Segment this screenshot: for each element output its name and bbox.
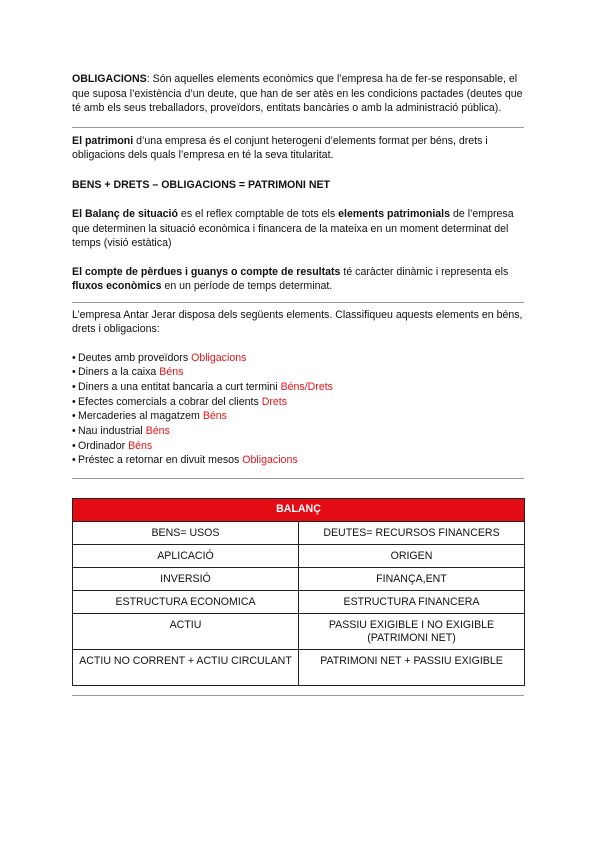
patrimoni-paragraph [72, 134, 524, 163]
bullet: • [72, 410, 76, 423]
document-body [72, 72, 524, 696]
patrimoni-text: d’una empresa és el conjunt heterogeni d’elements format per béns, drets i obligacions dels quals l’empresa en té la seva titularitat. [72, 134, 488, 161]
list-item [72, 395, 524, 410]
bullet: • [72, 439, 76, 452]
exercise-list [72, 351, 524, 469]
item-answer: Obligacions [242, 454, 298, 467]
patrimoni-term: El patrimoni [72, 134, 134, 147]
item-answer: Béns [159, 366, 184, 379]
table-row [73, 545, 525, 568]
table-cell: ORIGEN [299, 545, 525, 568]
list-item [72, 380, 524, 395]
item-answer: Obligacions [191, 351, 247, 364]
table-cell: BENS= USOS [73, 522, 299, 545]
item-answer: Béns/Drets [280, 380, 333, 393]
list-item [72, 424, 524, 439]
perdues-text-1: té caràcter dinàmic i representa els [340, 265, 509, 278]
bullet: • [72, 425, 76, 438]
item-label: Mercaderies al magatzem [78, 410, 203, 423]
divider [72, 695, 524, 696]
equation-text: BENS + DRETS – OBLIGACIONS = PATRIMONI NET [72, 178, 331, 191]
table-cell: PASSIU EXIGIBLE I NO EXIGIBLE (PATRIMONI NET) [299, 614, 525, 650]
table-header: BALANÇ [73, 499, 525, 522]
balanc-definition [72, 207, 524, 251]
table-row [73, 650, 525, 686]
perdues-bold-2: fluxos econòmics [72, 280, 162, 292]
item-answer: Béns [145, 425, 170, 438]
item-label: Diners a la caixa [78, 366, 160, 379]
item-label: Diners a una entitat bancaria a curt termini [78, 380, 281, 393]
list-item [72, 453, 524, 468]
table-cell: ESTRUCTURA FINANCERA [299, 591, 525, 614]
item-label: Préstec a retornar en divuit mesos [78, 454, 243, 467]
table-cell: APLICACIÓ [73, 545, 299, 568]
equation [72, 178, 524, 193]
perdues-term: El compte de pèrdues i guanys o compte de resultats [72, 265, 341, 278]
list-item [72, 409, 524, 424]
table-cell: DEUTES= RECURSOS FINANCERS [299, 522, 525, 545]
item-label: Nau industrial [78, 425, 146, 438]
table-cell: ACTIU NO CORRENT + ACTIU CIRCULANT [73, 650, 299, 686]
bullet: • [72, 395, 76, 408]
table-cell: INVERSIÓ [73, 568, 299, 591]
bullet: • [72, 380, 76, 393]
bullet: • [72, 454, 76, 467]
table-row [73, 614, 525, 650]
item-answer: Béns [202, 410, 227, 423]
exercise-intro: L’empresa Antar Jerar disposa dels següents elements. Classifiqueu aquests elements en béns, drets i obligacions: [72, 308, 523, 335]
perdues-text-2: en un període de temps determinat. [161, 280, 333, 292]
balanc-bold-2: elements patrimonials [338, 208, 451, 220]
balanc-table [72, 498, 525, 686]
list-item [72, 439, 524, 454]
table-header-row [73, 499, 525, 522]
table-cell: PATRIMONI NET + PASSIU EXIGIBLE [299, 650, 525, 686]
bullet: • [72, 366, 76, 379]
list-item [72, 351, 524, 366]
divider [72, 478, 524, 479]
item-label: Ordinador [78, 439, 129, 452]
table-cell: ESTRUCTURA ECONOMICA [73, 591, 299, 614]
balanc-text-2: de l’empresa que determinen la situació econòmica i financera de la mateixa en un moment determinat del temps (visió estàtica) [72, 208, 514, 249]
table-row [73, 568, 525, 591]
table-cell: ACTIU [73, 614, 299, 650]
item-answer: Béns [128, 439, 153, 452]
item-label: Deutes amb proveïdors [78, 351, 192, 364]
divider [72, 127, 524, 128]
table-row [73, 591, 525, 614]
obligacions-term: OBLIGACIONS [72, 73, 147, 85]
item-label: Efectes comercials a cobrar del clients [78, 395, 262, 408]
list-item [72, 365, 524, 380]
item-answer: Drets [261, 395, 288, 408]
balanc-term: El Balanç de situació [72, 208, 178, 220]
bullet: • [72, 351, 76, 364]
balanc-text-1: es el reflex comptable de tots els [177, 208, 339, 220]
obligacions-paragraph [72, 72, 524, 116]
obligacions-text: : Són aquelles elements econòmics que l’empresa ha de fer-se responsable, el que suposa l’existència d’un deute, que han de ser atès en les condicions pactades (deutes que té amb els seus treballadors, proveïdors, entitats bancàries o amb la administració pública). [72, 73, 523, 114]
table-cell: FINANÇA,ENT [299, 568, 525, 591]
table-row [73, 522, 525, 545]
divider [72, 302, 524, 303]
perdues-definition [72, 265, 524, 294]
